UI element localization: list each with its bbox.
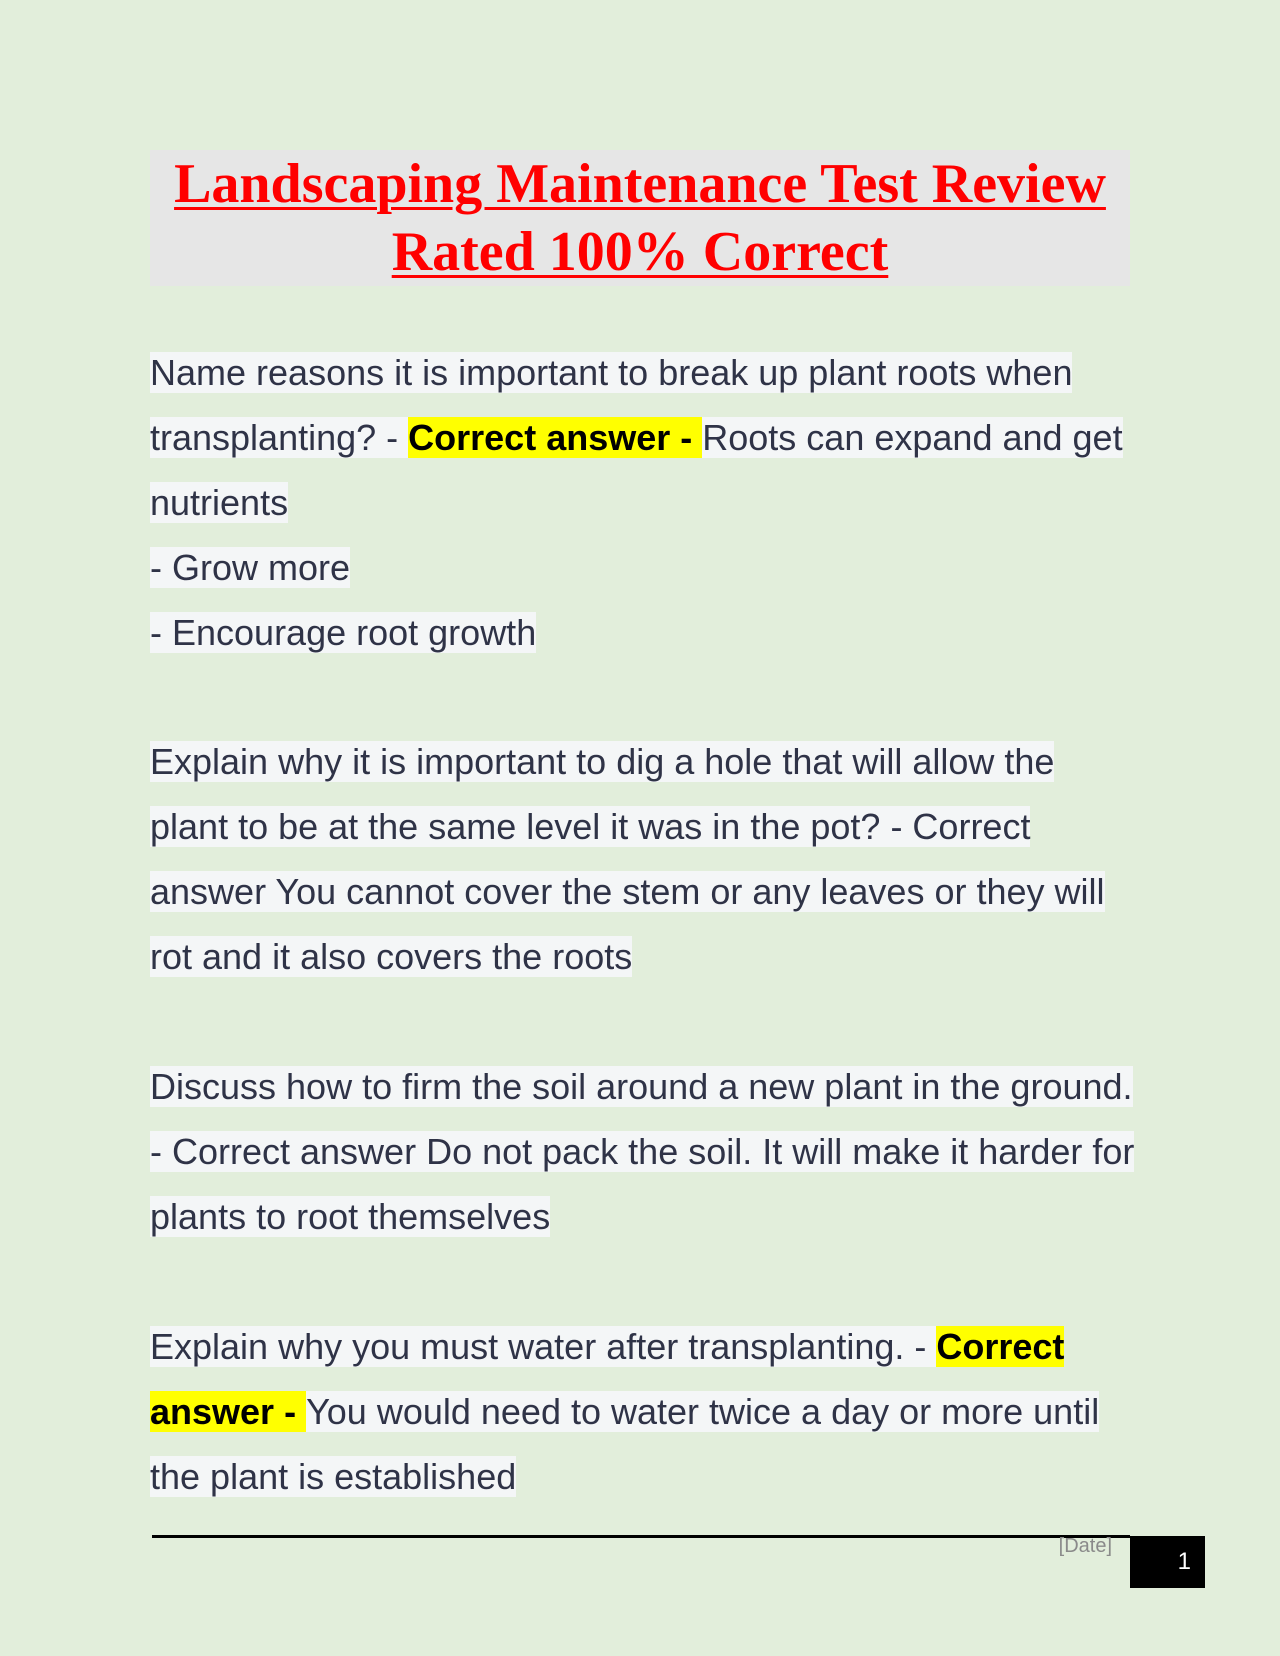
question-3 xyxy=(150,1054,1140,1249)
correct-answer-label: Correct answer - xyxy=(408,417,703,458)
document-title xyxy=(150,150,1130,286)
answer-text: You would need to water twice a day or more until the plant is established xyxy=(150,1391,1100,1497)
answer-bullet: - Encourage root growth xyxy=(150,612,537,653)
answer-text: Roots can expand and get nutrients xyxy=(150,417,1123,523)
question-4 xyxy=(150,1314,1140,1509)
page-number: 1 xyxy=(1130,1536,1205,1588)
title-line-1: Landscaping Maintenance Test Review xyxy=(174,153,1106,215)
question-2 xyxy=(150,729,1140,989)
question-text: Explain why you must water after transplanting. - xyxy=(150,1326,937,1367)
answer-bullet: - Grow more xyxy=(150,547,351,588)
question-answer-text: Discuss how to firm the soil around a new plant in the ground. - Correct answer Do not pack the soil. It will make it harder for plants to root themselves xyxy=(150,1066,1135,1237)
footer-divider xyxy=(152,1535,1130,1538)
title-line-2: Rated 100% Correct xyxy=(391,221,889,283)
correct-answer-label: Correct answer - xyxy=(150,1326,1065,1432)
question-answer-text: Explain why it is important to dig a hole that will allow the plant to be at the same level it was in the pot? - Correct answer You cannot cover the stem or any leaves or they will rot and it also covers the roots xyxy=(150,741,1105,977)
question-1 xyxy=(150,340,1140,665)
footer-date: [Date] xyxy=(1058,1535,1112,1557)
question-text: Name reasons it is important to break up plant roots when transplanting? - xyxy=(150,352,1073,458)
